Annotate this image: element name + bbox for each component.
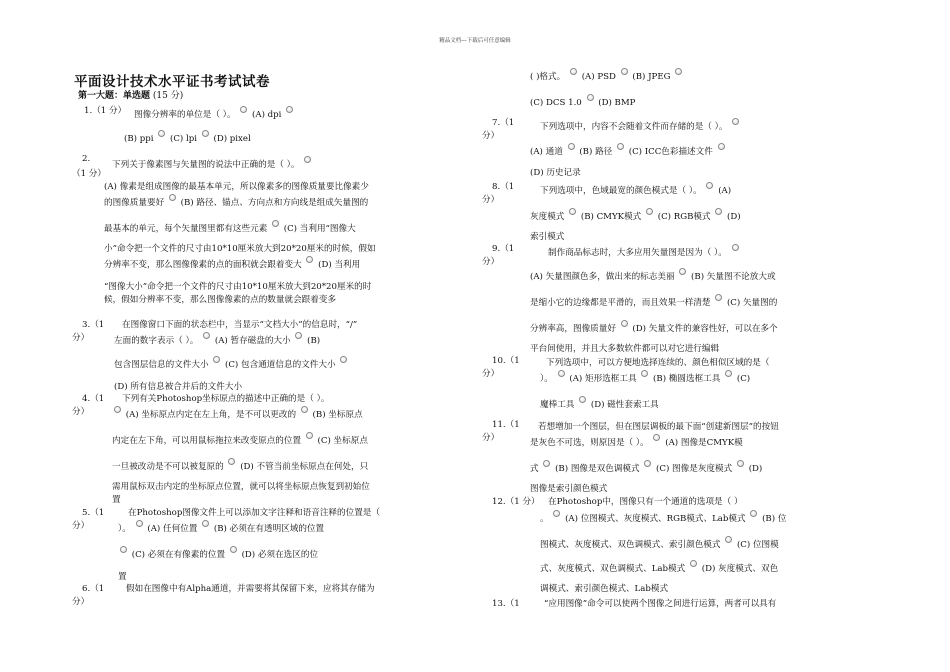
radio-option-icon[interactable] [158,130,165,137]
question-text-line [128,506,380,518]
option-text: (B) 位 [762,514,787,524]
question-text-line [530,294,777,308]
question-score: 分） [482,131,500,141]
radio-option-icon[interactable] [737,460,744,467]
option-text: (D) 必须在选区的位 [241,550,319,560]
radio-option-icon[interactable] [230,546,237,553]
option-text: (A) 矩形选框工具 [569,374,640,384]
option-text: (A) 坐标原点内定在左上角，是不可以更改的 [125,410,299,420]
radio-option-icon[interactable] [579,396,586,403]
option-text: (D) 当利用 [318,260,361,270]
option-text: 。 [540,514,552,524]
radio-option-icon[interactable] [621,320,628,327]
question-number: 5.（1 [82,508,105,518]
option-text: (B) ppi [124,134,157,144]
option-text: (C) 矢量图的 [726,298,778,308]
option-text: 索引模式 [530,232,565,242]
option-text: (B) 椭圆选框工具 [653,374,724,384]
radio-option-icon[interactable] [543,460,550,467]
question-text-line [530,143,727,157]
question-text-line [540,536,779,550]
question-number: 9.（1 [492,244,515,254]
option-text: ( )格式。 [530,72,568,82]
question-score: 分） [482,195,500,205]
option-text: (A) dpi [252,110,285,120]
option-text: 一旦被改动是不可以被复原的 [112,462,227,472]
radio-option-icon[interactable] [240,106,247,113]
option-text: (C) 当利用“图像大 [283,224,356,234]
question-score: 分） [72,333,90,343]
radio-option-icon[interactable] [569,208,576,215]
question-number: 10.（1 [492,356,520,366]
question-text-line [540,510,786,524]
question-text-line [104,293,336,305]
option-text: 下列有关Photoshop坐标原点的描述中正确的是（ ）。 [122,394,330,404]
option-text: 图像是索引颜色模式 [530,484,608,494]
option-text: (B) JPEG [632,72,674,82]
option-text: (B) 路径 [579,147,615,157]
radio-option-icon[interactable] [340,356,347,363]
option-text: (C) 位图模 [736,540,779,550]
option-text: 置 [118,572,127,582]
question-text-line [540,396,659,410]
question-text-line [104,220,356,234]
question-text-line [544,597,776,609]
question-text-line [114,380,242,392]
option-text: 制作商品标志时，大多应用矢量图是因为（ ）。 [548,248,730,258]
question-number: 7.（1 [492,118,515,128]
question-text-line [112,493,121,505]
question-text-line [118,546,318,560]
option-text: (D) 磁性套索工具 [590,400,659,410]
radio-option-icon[interactable] [203,332,210,339]
question-text-line [126,582,375,594]
radio-option-icon[interactable] [675,68,682,75]
question-score: 分） [72,597,90,607]
option-text: (B) 图像是双色调模式 [555,464,643,474]
question-score: 分） [72,407,90,417]
question-text-line [530,94,635,108]
option-text: (D) [748,464,763,474]
option-text: ）。 [540,374,556,384]
radio-option-icon[interactable] [621,68,628,75]
option-text: 灰度模式 [530,212,568,222]
radio-option-icon[interactable] [202,130,209,137]
question-number: 13.（1 [492,599,520,609]
question-text-line [118,570,127,582]
radio-option-icon[interactable] [570,68,577,75]
option-text: 最基本的单元，每个矢量图里都有这些元素 [104,224,271,234]
option-text: 若想增加一个图层，但在图层调板的最下面“创建新图层”的按钮 [538,422,779,432]
question-text-line [530,68,684,82]
section-label: 第一大题： [78,91,124,101]
option-text: 分辨率不变，那么图像像素的点的面积就会跟着变大 [104,260,305,270]
question-number: 8.（1 [492,182,515,192]
radio-option-icon[interactable] [706,182,713,189]
radio-option-icon[interactable] [690,560,697,567]
question-score: 分） [482,369,500,379]
question-score: 分） [482,257,500,267]
question-text-line [540,118,741,132]
question-text-line [540,370,750,384]
option-text: (B) CMYK模式 [580,212,644,222]
radio-option-icon[interactable] [715,294,722,301]
radio-option-icon[interactable] [306,256,313,263]
option-text: (A) 通道 [530,147,566,157]
option-text: (A) PSD [581,72,619,82]
question-text-line [538,420,779,432]
radio-option-icon[interactable] [295,332,302,339]
option-text: 需用鼠标双击内定的坐标原点位置，就可以将坐标原点恢复到初始位 [112,482,370,492]
option-text: (D) [727,212,741,222]
section-score: (15 分) [152,91,184,101]
radio-option-icon[interactable] [587,94,594,101]
radio-option-icon[interactable] [644,460,651,467]
option-text: 左面的数字表示（ ）。 [114,336,202,346]
question-score: 分） [482,433,500,443]
question-score: 分） [72,521,90,531]
option-text: (A) 矢量图颜色多，做出来的标志美丽 [530,272,678,282]
radio-option-icon[interactable] [228,458,235,465]
option-text: 的图像质量要好 [104,198,167,208]
section-heading [78,88,183,101]
option-text: 式 [530,464,542,474]
question-text-line [124,130,251,144]
option-text: (C) 包含通道信息的文件大小 [225,360,339,370]
radio-option-icon[interactable] [114,406,121,413]
radio-option-icon[interactable] [306,432,313,439]
option-text: ）。 [118,524,134,534]
radio-option-icon[interactable] [725,370,732,377]
option-text: (D) 灰度模式、双色 [701,564,779,574]
option-text: 在Photoshop图像文件上可以添加文字注释和语音注释的位置是（ [128,508,380,518]
question-text-line [122,318,357,330]
question-text-line [112,406,363,420]
option-text: 置 [112,495,121,505]
question-text-line [104,194,368,208]
question-text-line [530,230,564,242]
radio-option-icon[interactable] [750,510,757,517]
question-text-line [118,520,324,534]
question-number: 1.（1 分） [84,106,127,116]
radio-option-icon[interactable] [646,208,653,215]
question-text-line [540,560,778,574]
option-text: 是缩小它的边缘都是平滑的，而且效果一样清楚 [530,298,714,308]
radio-option-icon[interactable] [169,194,176,201]
option-text: (B) 路径、锚点、方向点和方向线是组成矢量图的 [180,198,369,208]
radio-option-icon[interactable] [732,244,739,251]
option-text: 是灰色不可选，则原因是（ ）。 [530,438,652,448]
option-text: (B) 坐标原点 [312,410,363,420]
radio-option-icon[interactable] [213,356,220,363]
question-text-line [530,434,743,448]
option-text: (C) ICC色彩描述文件 [628,147,716,157]
option-text: 平台间使用，并且大多数软件都可以对它进行编辑 [530,344,720,354]
radio-option-icon[interactable] [617,143,624,150]
question-text-line [530,342,719,354]
option-text: (C) [736,374,751,384]
question-number: 4.（1 [82,394,105,404]
option-text: (A) 图像是CMYK模 [665,438,743,448]
question-text-line [114,332,320,346]
option-text: “图像大小”命令把一个文件的尺寸由10*10厘米放大到20*20厘米的时 [104,282,372,292]
question-text-line [540,182,731,196]
question-text-line [134,106,295,120]
question-text-line [530,268,776,282]
question-text-line [548,495,743,507]
option-text: (A) [718,186,732,196]
option-text: (D) 矢量文件的兼容性好，可以在多个 [632,324,778,334]
question-text-line [112,458,368,472]
option-text: (D) pixel [213,134,251,144]
option-text: (B) 矢量图不论放大或 [691,272,776,282]
section-name: 单选题 [123,91,151,101]
option-text: 下列选项中，色域最宽的颜色模式是（ ）。 [540,186,705,196]
question-text-line [530,482,607,494]
option-text: (D) 不管当前坐标原点在何处，只 [240,462,369,472]
option-text: (D) 所有信息被合并后的文件大小 [114,382,243,392]
radio-option-icon[interactable] [641,370,648,377]
page-title: 平面设计技术水平证书考试试卷 [74,74,270,90]
option-text: (B) [307,336,321,346]
question-text-line [530,460,762,474]
question-number: 3.（1 [82,320,105,330]
option-text: 图像分辨率的单位是（ ）。 [134,110,239,120]
radio-option-icon[interactable] [715,208,722,215]
question-number: 12.（1 分） [492,497,540,507]
question-text-line [530,320,778,334]
option-text: 调模式、索引颜色模式、Lab模式 [540,584,669,594]
option-text: 下列关于像素图与矢量图的说法中正确的是（ ）。 [112,160,303,170]
option-text: (A) 位图模式、灰度模式、RGB模式、Lab模式 [565,514,749,524]
option-text: 候，假如分辨率不变，那么图像像素的点的数量就会跟着变多 [104,295,337,305]
option-text: (C) DCS 1.0 [530,98,585,108]
question-text-line [104,180,369,192]
radio-option-icon[interactable] [202,520,209,527]
option-text: (A) 任何位置 [147,524,201,534]
option-text: “应用图像”命令可以使两个图像之间进行运算，两者可以具有 [544,599,777,609]
question-text-line [548,244,741,258]
question-text-line [546,356,769,368]
option-text: 图模式、灰度模式、双色调模式、索引颜色模式 [540,540,724,550]
option-text: 小”命令把一个文件的尺寸由10*10厘米放大到20*20厘米的时候，假如 [104,244,376,254]
radio-option-icon[interactable] [272,220,279,227]
question-text-line [112,156,313,170]
question-text-line [112,480,370,492]
question-score: （1 分） [72,169,106,179]
radio-option-icon[interactable] [732,118,739,125]
option-text: 内定在左下角，可以用鼠标拖拉来改变原点的位置 [112,436,304,446]
radio-option-icon[interactable] [558,370,565,377]
option-text: 假如在图像中有Alpha通道，并需要将其保留下来，应将其存储为 [126,584,375,594]
option-text: 下列选项中，可以方便地选择连续的、颜色相似区域的是（ [546,358,770,368]
question-text-line [112,432,368,446]
question-number: 11.（1 [492,420,520,430]
option-text: 包含图层信息的文件大小 [114,360,212,370]
radio-option-icon[interactable] [725,536,732,543]
question-text-line [104,256,360,270]
option-text: 式、灰度模式、双色调模式、Lab模式 [540,564,688,574]
radio-option-icon[interactable] [120,546,127,553]
radio-option-icon[interactable] [286,106,293,113]
question-text-line [540,582,668,594]
option-text: (C) 图像是灰度模式 [656,464,735,474]
option-text: (A) 像素是组成图像的最基本单元，所以像素多的图像质量要比像素少 [104,182,369,192]
option-text: (D) 历史记录 [530,168,581,178]
option-text: (B) 必须在有透明区域的位置 [213,524,325,534]
question-number: 6.（1 [82,584,105,594]
option-text: 在图像窗口下面的状态栏中，当显示“文档大小”的信息时，“/” [122,320,358,330]
radio-option-icon[interactable] [136,520,143,527]
option-text: 分辨率高，图像质量好 [530,324,619,334]
question-text-line [530,166,581,178]
option-text: (C) 坐标原点 [317,436,368,446]
radio-option-icon[interactable] [304,156,311,163]
option-text: (A) 暂存磁盘的大小 [214,336,294,346]
page-header: 精品文档---下载后可任意编辑 [439,38,511,44]
radio-option-icon[interactable] [679,268,686,275]
radio-option-icon[interactable] [718,143,725,150]
question-number: 2. [82,154,91,164]
option-text: 在Photoshop中，图像只有一个通道的选项是（ ） [548,497,743,507]
radio-option-icon[interactable] [568,143,575,150]
option-text: (C) 必须在有像素的位置 [131,550,228,560]
question-text-line [122,392,329,404]
option-text: (D) BMP [598,98,636,108]
question-text-line [104,242,376,254]
radio-option-icon[interactable] [653,434,660,441]
radio-option-icon[interactable] [301,406,308,413]
option-text: 魔棒工具 [540,400,578,410]
option-text: (C) lpi [169,134,200,144]
radio-option-icon[interactable] [553,510,560,517]
question-text-line [530,208,741,222]
question-text-line [104,280,371,292]
question-text-line [114,356,349,370]
option-text: (C) RGB模式 [657,212,714,222]
option-text: 下列选项中，内容不会随着文件而存储的是（ ）。 [540,122,731,132]
